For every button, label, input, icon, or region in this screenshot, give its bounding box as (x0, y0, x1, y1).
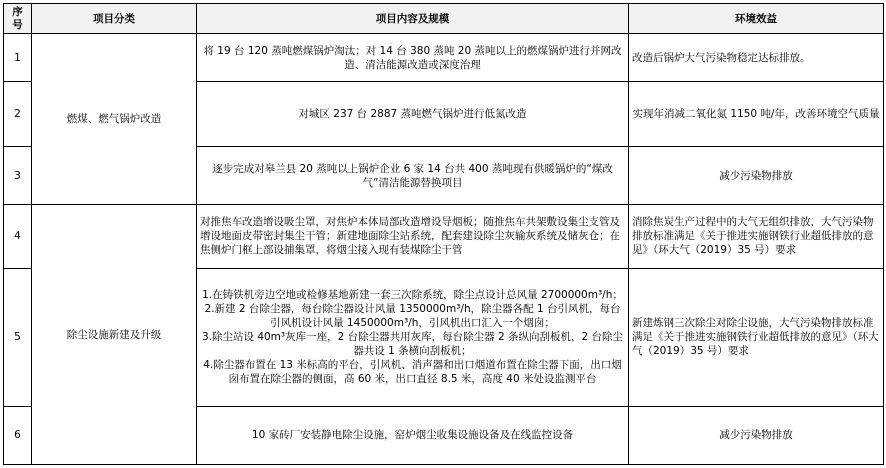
row-index: 5 (4, 268, 32, 406)
row-content: 将 19 台 120 蒸吨燃煤锅炉淘汰；对 14 台 380 蒸吨 20 蒸吨以上的燃煤锅炉进行并网改造、清洁能源改造或深度治理 (197, 34, 629, 82)
row-benefit: 新建炼钢三次除尘对除尘设施，大气污染物排放标准满足《关于推进实施钢铁行业超低排放的意见》（环大气（2019）35 号）要求 (629, 268, 884, 406)
row-index: 3 (4, 147, 32, 205)
row-benefit: 消除焦炭生产过程中的大气无组织排放，大气污染物排放标准满足《关于推进实施钢铁行业超低排放的意见》（环大气（2019）35 号）要求 (629, 205, 884, 268)
header-content: 项目内容及规模 (197, 4, 629, 34)
project-table (3, 3, 884, 465)
row-index: 2 (4, 82, 32, 147)
group-category: 除尘设施新建及升级 (32, 205, 197, 465)
group-category: 燃煤、燃气锅炉改造 (32, 34, 197, 205)
header-benefit: 环境效益 (629, 4, 884, 34)
table-row (4, 205, 884, 268)
row-index: 1 (4, 34, 32, 82)
row-index: 4 (4, 205, 32, 268)
row-content: 逐步完成对皋兰县 20 蒸吨以上锅炉企业 6 家 14 台共 400 蒸吨现有供暖锅炉的“煤改气”清洁能源替换项目 (197, 147, 629, 205)
header-index: 序号 (4, 4, 32, 34)
content-line: 2.新建 2 台除尘器，每台除尘器设计风量 1350000m³/h，除尘器各配 1 台引风机，每台引风机设计风量 1450000m³/h，引风机出口汇入一个烟囱； (204, 303, 621, 330)
content-line: 3.除尘站设 40m³灰库一座，2 台除尘器共用灰库，每台除尘器 2 条纵向刮板机，2 台除尘器共设 1 条横向刮板机； (201, 331, 624, 358)
content-line: 1.在铸铁机旁边空地或检修基地新建一套三次除系统，除尘点设计总风量 2700000m³/h； (202, 289, 623, 302)
row-content: 对城区 237 台 2887 蒸吨燃气锅炉进行低氮改造 (197, 82, 629, 147)
row-benefit: 减少污染物排放 (629, 406, 884, 464)
table-row (4, 34, 884, 82)
header-row (4, 4, 884, 34)
row-benefit: 改造后锅炉大气污染物稳定达标排放。 (629, 34, 884, 82)
row-content: 对推焦车改造增设吸尘罩，对焦炉本体局部改造增设导烟板；随推焦车共架敷设集尘支管及增设地面皮带密封集尘干管；新建地面除尘站系统，配套建设除尘灰输灰系统及储灰仓；在焦侧炉门框上部设捕集罩，将烟尘接入现有装煤除尘干管 (197, 205, 629, 268)
row-benefit: 实现年消减二氧化氮 1150 吨/年，改善环境空气质量 (629, 82, 884, 147)
content-line: 4.除尘器布置在 13 米标高的平台，引风机、消声器和出口烟道布置在除尘器下面，出口烟囱布置在除尘器的侧面，高 60 米，出口直径 8.5 米，高度 40 米处设监测平台 (203, 359, 622, 386)
row-content-list (197, 268, 629, 406)
row-content: 10 家砖厂安装静电除尘设施，窑炉烟尘收集设施设备及在线监控设备 (197, 406, 629, 464)
row-benefit: 减少污染物排放 (629, 147, 884, 205)
header-category: 项目分类 (32, 4, 197, 34)
row-index: 6 (4, 406, 32, 464)
